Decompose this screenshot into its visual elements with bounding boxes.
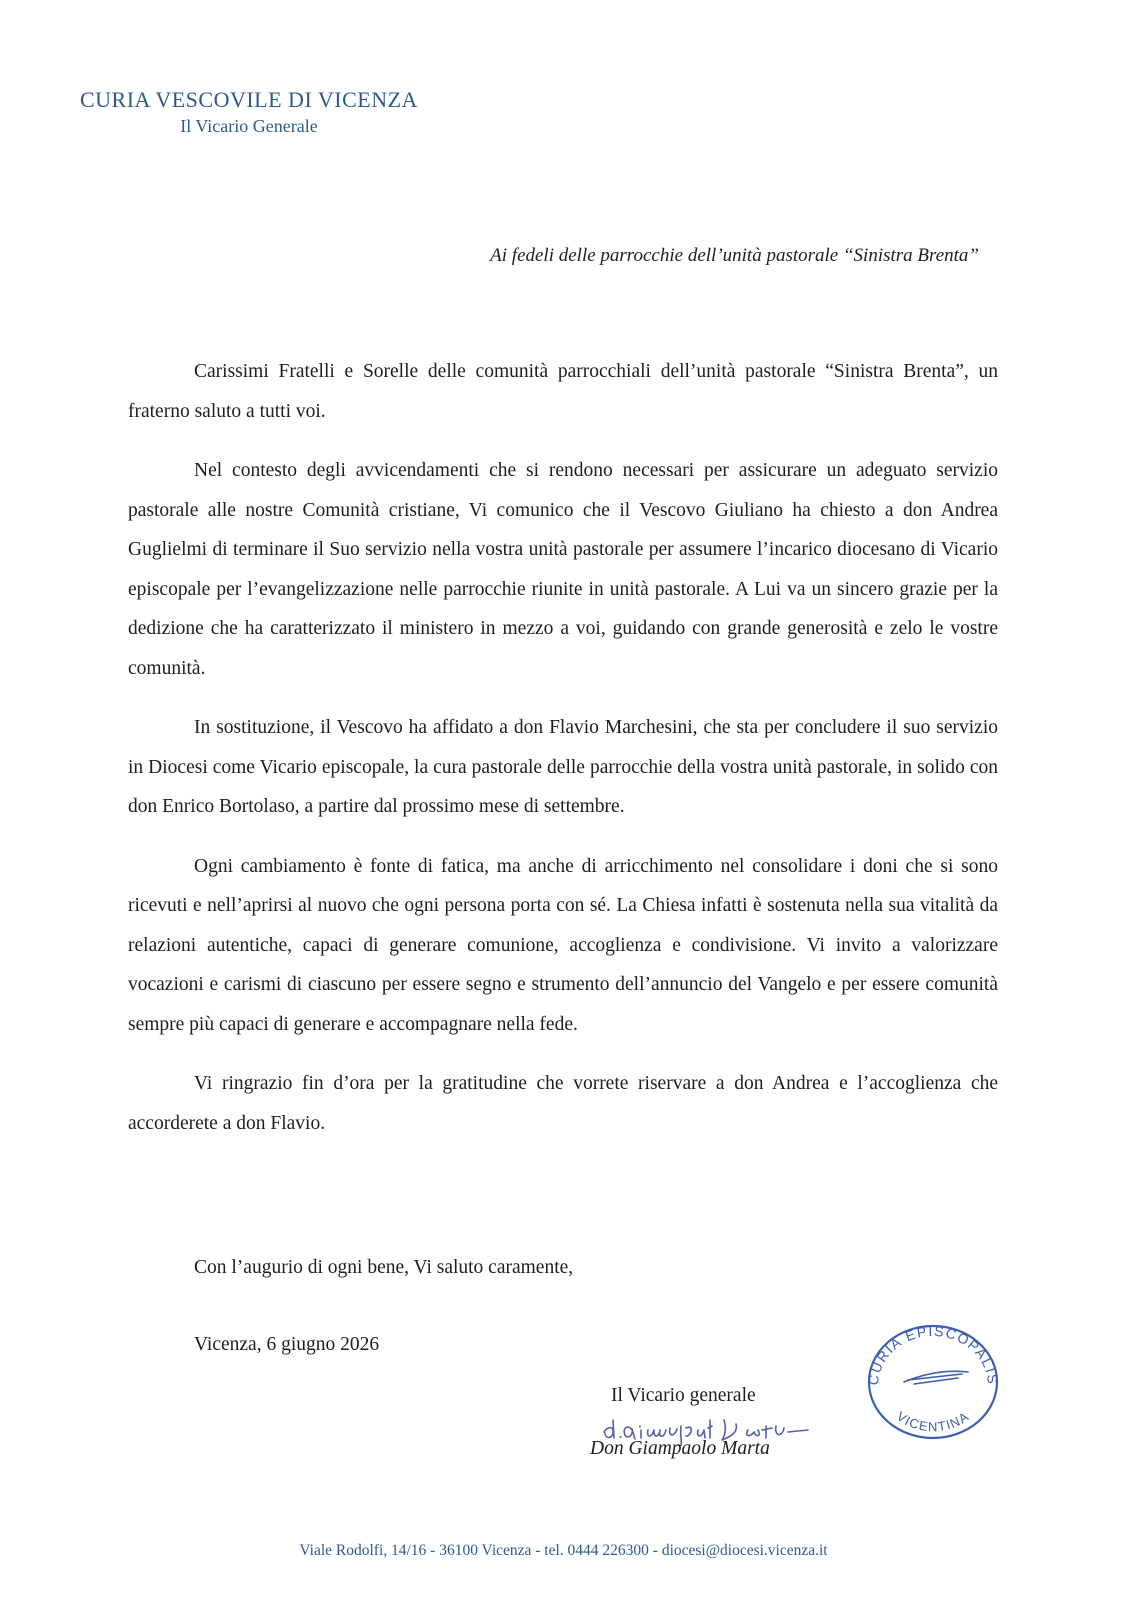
footer-contact: Viale Rodolfi, 14/16 - 36100 Vicenza - tel. 0444 226300 - diocesi@diocesi.vicenza.it: [299, 1542, 828, 1559]
paragraph-reflection: Ogni cambiamento è fonte di fatica, ma anche di arricchimento nel consolidare i doni che si sono ricevuti e nell’aprirsi al nuovo che ogni persona porta con sé. La Chiesa infatti è sostenuta nella sua vitalità da relazioni autentiche, capaci di generare comunione, accoglienza e condivisione. Vi invito a valorizzare vocazioni e carismi di ciascuno per essere segno e strumento dell’annuncio del Vangelo e per essere comunità sempre più capaci di generare e accompagnare nella fede.: [128, 855, 998, 1035]
letter-body: [128, 352, 998, 1163]
paragraph-greeting: Carissimi Fratelli e Sorelle delle comunità parrocchiali dell’unità pastorale “Sinistra Brenta”, un fraterno saluto a tutti voi.: [128, 361, 998, 422]
closing-line: Con l’augurio di ogni bene, Vi saluto caramente,: [194, 1257, 574, 1278]
paragraph-thanks: Vi ringrazio fin d’ora per la gratitudine che vorrete riservare a don Andrea e l’accoglienza che accorderete a don Flavio.: [128, 1073, 998, 1134]
curia-stamp-seal: [858, 1312, 1008, 1444]
place-date: Vicenza, 6 giugno 2026: [194, 1334, 380, 1355]
signature-title: Il Vicario generale: [611, 1385, 756, 1406]
signature-name: Don Giampaolo Marta: [590, 1438, 770, 1459]
letterhead-role: Il Vicario Generale: [180, 116, 318, 136]
paragraph-replacement: In sostituzione, il Vescovo ha affidato a don Flavio Marchesini, che sta per concludere il suo servizio in Diocesi come Vicario episcopale, la cura pastorale delle parrocchie della vostra unità pastorale, in solido con don Enrico Bortolaso, a partire dal prossimo mese di settembre.: [128, 717, 998, 817]
recipient-line: Ai fedeli delle parrocchie dell’unità pastorale “Sinistra Brenta”: [490, 245, 979, 266]
letterhead-organization: CURIA VESCOVILE DI VICENZA: [80, 87, 418, 112]
svg-text:VICENTINA: VICENTINA: [893, 1408, 973, 1435]
paragraph-announcement: Nel contesto degli avvicendamenti che si rendono necessari per assicurare un adeguato servizio pastorale alle nostre Comunità cristiane, Vi comunico che il Vescovo Giuliano ha chiesto a don Andrea Guglielmi di terminare il Suo servizio nella vostra unità pastorale per assumere l’incarico diocesano di Vicario episcopale per l’evangelizzazione nelle parrocchie riunite in unità pastorale. A Lui va un sincero grazie per la dedizione che ha caratterizzato il ministero in mezzo a voi, guidando con grande generosità e zelo le vostre comunità.: [128, 460, 998, 679]
letterhead: [80, 86, 418, 138]
svg-text:CURIA EPISCOPALIS: CURIA EPISCOPALIS: [864, 1322, 1002, 1386]
